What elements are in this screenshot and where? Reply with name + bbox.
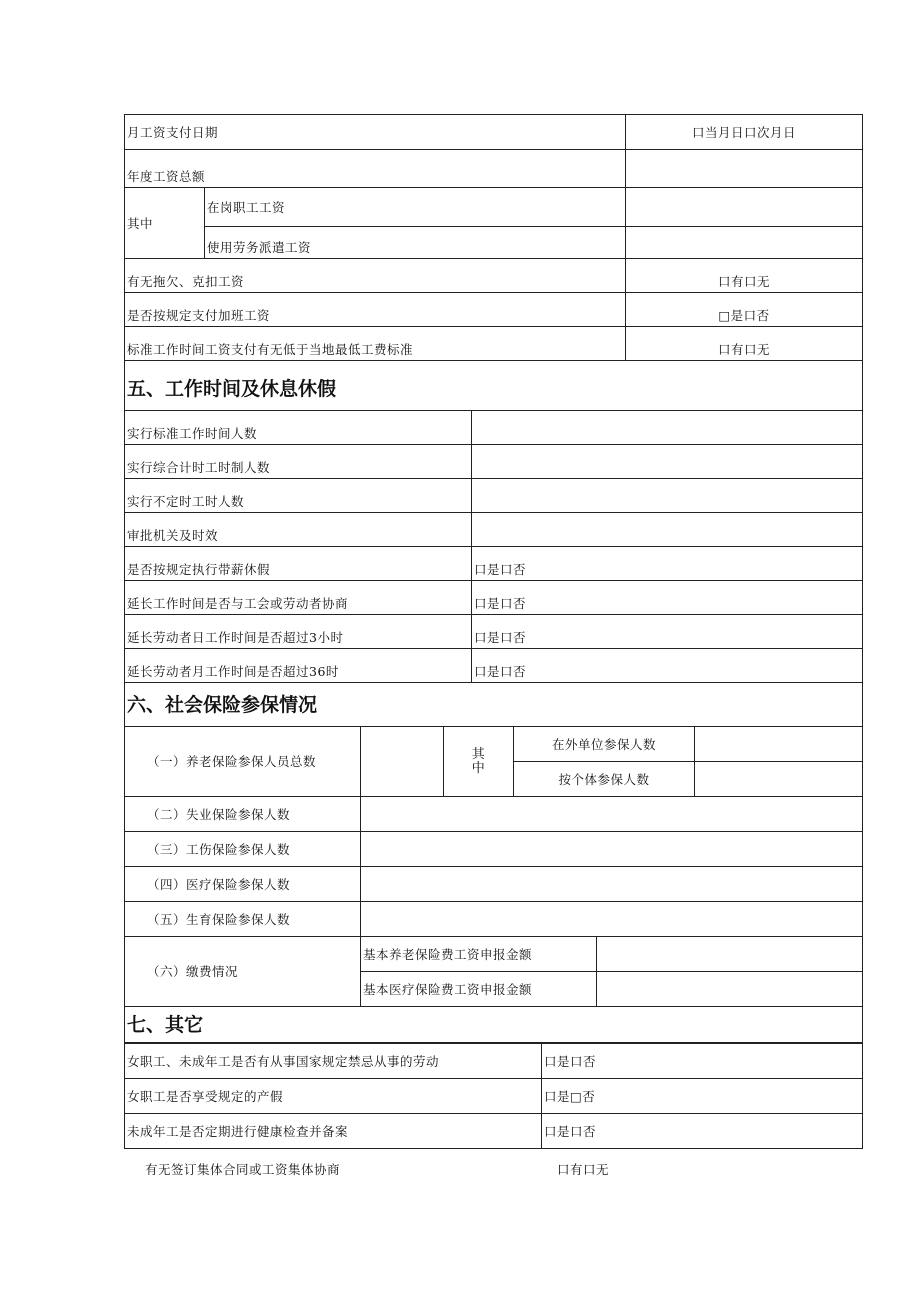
- wage-table: [124, 114, 863, 411]
- of-which-bottom: 中: [471, 760, 486, 776]
- min-wage-options[interactable]: 口有口无: [626, 327, 863, 361]
- s5-row-label: 实行标准工作时间人数: [125, 411, 472, 445]
- payment-medical-label: 基本医疗保险费工资申报金额: [361, 972, 597, 1007]
- maternity-label: （五）生育保险参保人数: [125, 902, 361, 937]
- of-which-top: 其: [471, 746, 486, 762]
- section-5-title: 五、工作时间及休息休假: [125, 361, 863, 411]
- dispatch-value[interactable]: [626, 227, 863, 259]
- dispatch-label: 使用劳务派遣工资: [205, 227, 626, 259]
- s7-row-label: 女职工是否享受规定的产假: [125, 1079, 542, 1114]
- s5-row-value[interactable]: 口是口否: [472, 615, 863, 649]
- unemployment-label: （二）失业保险参保人数: [125, 797, 361, 832]
- arrears-label: 有无拖欠、克扣工资: [125, 259, 626, 293]
- pay-date-options[interactable]: 口当月日口次月日: [626, 115, 863, 150]
- annual-total-label: 年度工资总额: [125, 150, 626, 188]
- s5-row-label: 实行不定时工时人数: [125, 479, 472, 513]
- of-which-stacked: [444, 727, 514, 797]
- collective-contract-options[interactable]: 口有口无: [557, 1162, 610, 1177]
- work-time-table: [124, 410, 863, 727]
- s5-row-label: 延长劳动者月工作时间是否超过36时: [125, 649, 472, 683]
- arrears-options[interactable]: 口有口无: [626, 259, 863, 293]
- collective-contract-label: 有无签订集体合同或工资集体协商: [145, 1162, 341, 1177]
- injury-value[interactable]: [361, 832, 863, 867]
- payment-medical-value[interactable]: [597, 972, 863, 1007]
- min-wage-label: 标准工作时间工资支付有无低于当地最低工费标准: [125, 327, 626, 361]
- medical-label: （四）医疗保险参保人数: [125, 867, 361, 902]
- s5-row-label: 延长劳动者日工作时间是否超过3小时: [125, 615, 472, 649]
- pension-total-value[interactable]: [361, 727, 444, 797]
- s7-row-value[interactable]: 口是口否: [542, 1114, 863, 1149]
- s7-row-value[interactable]: 口是□否: [542, 1079, 863, 1114]
- s5-row-value[interactable]: [472, 411, 863, 445]
- s5-row-value[interactable]: 口是口否: [472, 581, 863, 615]
- overtime-pay-label: 是否按规定支付加班工资: [125, 293, 626, 327]
- onpost-value[interactable]: [626, 188, 863, 227]
- pay-date-label: 月工资支付日期: [125, 115, 626, 150]
- s5-row-value[interactable]: 口是口否: [472, 547, 863, 581]
- pension-other-unit-value[interactable]: [695, 727, 863, 762]
- s5-row-value[interactable]: 口是口否: [472, 649, 863, 683]
- maternity-value[interactable]: [361, 902, 863, 937]
- pension-individual-label: 按个体参保人数: [514, 762, 695, 797]
- s5-row-value[interactable]: [472, 479, 863, 513]
- pension-label: （一）养老保险参保人员总数: [125, 727, 361, 797]
- s5-row-label: 延长工作时间是否与工会或劳动者协商: [125, 581, 472, 615]
- other-table: [124, 1043, 863, 1149]
- s5-row-value[interactable]: [472, 445, 863, 479]
- payment-pension-label: 基本养老保险费工资申报金额: [361, 937, 597, 972]
- s5-row-label: 实行综合计时工时制人数: [125, 445, 472, 479]
- s7-row-label: 女职工、未成年工是否有从事国家规定禁忌从事的劳动: [125, 1044, 542, 1079]
- payment-pension-value[interactable]: [597, 937, 863, 972]
- section-6-title: 六、社会保险参保情况: [125, 683, 863, 727]
- s7-row-value[interactable]: 口是口否: [542, 1044, 863, 1079]
- overtime-pay-options[interactable]: □是口否: [626, 293, 863, 327]
- payment-label: （六）缴费情况: [125, 937, 361, 1007]
- of-which-label: 其中: [125, 188, 205, 259]
- s5-row-label: 审批机关及时效: [125, 513, 472, 547]
- s7-row-label: 未成年工是否定期进行健康检查并备案: [125, 1114, 542, 1149]
- section-7-title: 七、其它: [125, 1007, 863, 1043]
- pension-individual-value[interactable]: [695, 762, 863, 797]
- onpost-label: 在岗职工工资: [205, 188, 626, 227]
- pension-other-unit-label: 在外单位参保人数: [514, 727, 695, 762]
- s5-row-label: 是否按规定执行带薪休假: [125, 547, 472, 581]
- social-insurance-table: [124, 726, 863, 1043]
- unemployment-value[interactable]: [361, 797, 863, 832]
- s5-row-value[interactable]: [472, 513, 863, 547]
- medical-value[interactable]: [361, 867, 863, 902]
- injury-label: （三）工伤保险参保人数: [125, 832, 361, 867]
- annual-total-value[interactable]: [626, 150, 863, 188]
